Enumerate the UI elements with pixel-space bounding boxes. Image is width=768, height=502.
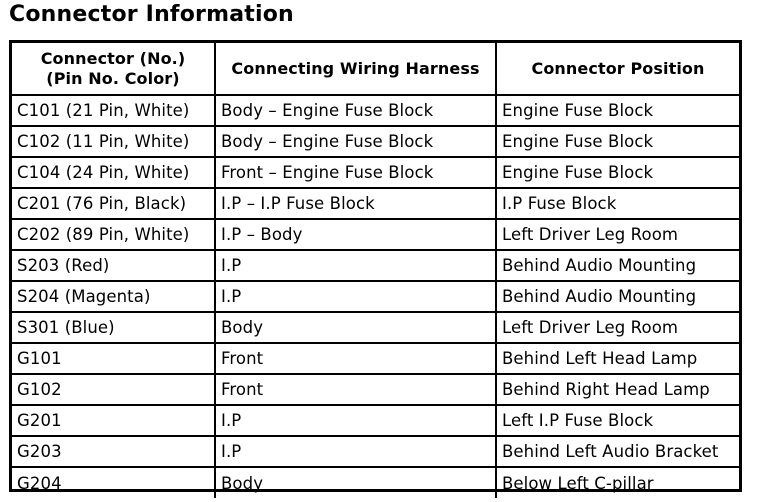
cell-position: Engine Fuse Block: [496, 95, 739, 126]
header-connector-line1: Connector (No.): [40, 48, 186, 68]
cell-connector: S204 (Magenta): [12, 281, 215, 312]
connector-table: [9, 40, 742, 492]
cell-position: Behind Right Head Lamp: [496, 374, 739, 405]
cell-harness: Front – Engine Fuse Block: [215, 157, 496, 188]
cell-position: Below Left C-pillar: [496, 467, 739, 498]
cell-harness: Body – Engine Fuse Block: [215, 95, 496, 126]
cell-harness: I.P: [215, 250, 496, 281]
table-row: [12, 343, 739, 374]
cell-harness: I.P – I.P Fuse Block: [215, 188, 496, 219]
header-connector-line2: (Pin No. Color): [46, 68, 180, 88]
table-row: [12, 126, 739, 157]
cell-connector: G102: [12, 374, 215, 405]
table-row: [12, 312, 739, 343]
table-row: [12, 405, 739, 436]
table-row: [12, 157, 739, 188]
page-title: Connector Information: [9, 2, 294, 27]
cell-position: Behind Left Head Lamp: [496, 343, 739, 374]
cell-position: Left Driver Leg Room: [496, 219, 739, 250]
cell-position: Engine Fuse Block: [496, 126, 739, 157]
cell-position: I.P Fuse Block: [496, 188, 739, 219]
header-connector: [12, 43, 215, 95]
table-row: [12, 436, 739, 467]
table-row: [12, 374, 739, 405]
table-header-row: [12, 43, 739, 95]
cell-harness: Front: [215, 343, 496, 374]
cell-harness: Front: [215, 374, 496, 405]
header-position: Connector Position: [496, 43, 739, 95]
cell-connector: S203 (Red): [12, 250, 215, 281]
cell-position: Left I.P Fuse Block: [496, 405, 739, 436]
table-row: [12, 281, 739, 312]
cell-connector: C101 (21 Pin, White): [12, 95, 215, 126]
cell-connector: G201: [12, 405, 215, 436]
cell-harness: I.P: [215, 405, 496, 436]
cell-connector: C102 (11 Pin, White): [12, 126, 215, 157]
table-body: [12, 95, 739, 498]
cell-position: Engine Fuse Block: [496, 157, 739, 188]
cell-connector: S301 (Blue): [12, 312, 215, 343]
cell-connector: C201 (76 Pin, Black): [12, 188, 215, 219]
cell-harness: I.P: [215, 436, 496, 467]
cell-connector: C104 (24 Pin, White): [12, 157, 215, 188]
cell-harness: I.P: [215, 281, 496, 312]
table-row: [12, 219, 739, 250]
cell-connector: C202 (89 Pin, White): [12, 219, 215, 250]
header-harness: Connecting Wiring Harness: [215, 43, 496, 95]
cell-position: Behind Left Audio Bracket: [496, 436, 739, 467]
cell-position: Behind Audio Mounting: [496, 250, 739, 281]
table-row: [12, 188, 739, 219]
cell-connector: G101: [12, 343, 215, 374]
table-row: [12, 250, 739, 281]
cell-harness: Body: [215, 312, 496, 343]
cell-position: Left Driver Leg Room: [496, 312, 739, 343]
cell-connector: G203: [12, 436, 215, 467]
cell-harness: Body – Engine Fuse Block: [215, 126, 496, 157]
table-row: [12, 95, 739, 126]
table-row: [12, 467, 739, 498]
cell-connector: G204: [12, 467, 215, 498]
cell-harness: Body: [215, 467, 496, 498]
cell-position: Behind Audio Mounting: [496, 281, 739, 312]
cell-harness: I.P – Body: [215, 219, 496, 250]
